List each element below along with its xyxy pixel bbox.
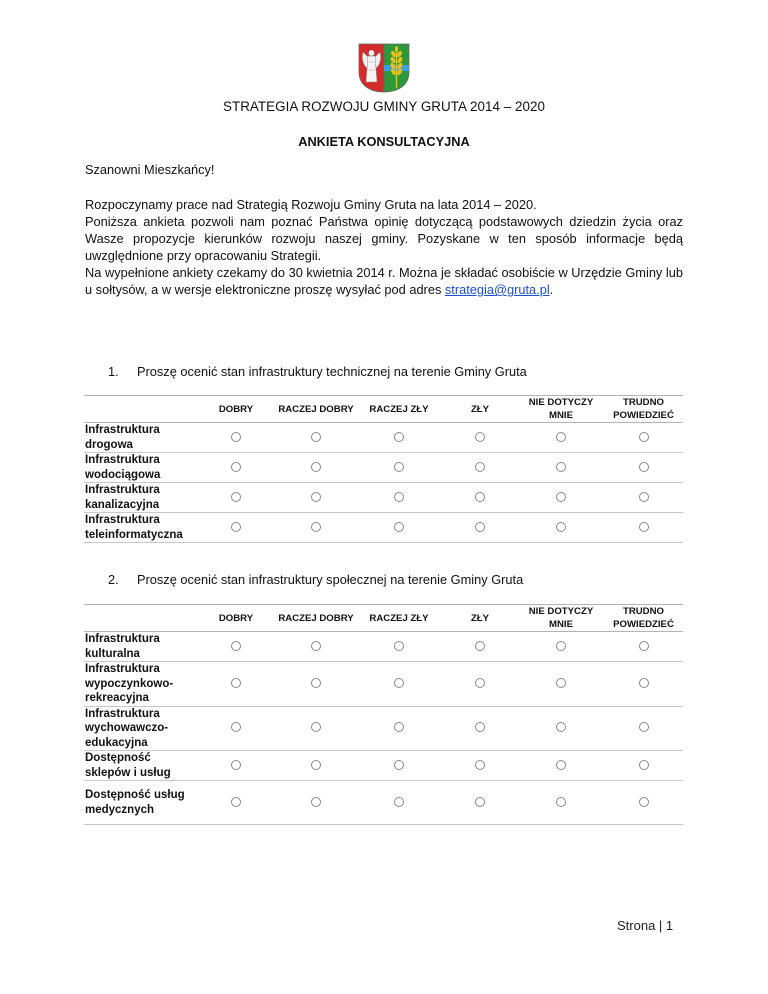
radio-button[interactable]: [231, 492, 241, 502]
column-header-dobry: DOBRY: [196, 396, 276, 423]
table-row: [84, 423, 683, 453]
deadline-text: Na wypełnione ankiety czekamy do 30 kwietnia 2014 r. Można je składać osobiście w Urzędzie Gminy lub u sołtysów, a w wersje elektroniczne proszę wysyłać pod adres: [85, 265, 683, 297]
radio-button[interactable]: [394, 678, 404, 688]
radio-button[interactable]: [311, 522, 321, 532]
radio-button[interactable]: [394, 432, 404, 442]
column-header-zly: ZŁY: [442, 605, 518, 632]
column-header-raczej-zly: RACZEJ ZŁY: [356, 605, 442, 632]
rating-table-1: [84, 395, 683, 543]
radio-button[interactable]: [639, 492, 649, 502]
greeting: Szanowni Mieszkańcy!: [85, 162, 215, 177]
table-row: [84, 453, 683, 483]
row-label: Infrastruktura wodociągowa: [84, 453, 196, 483]
radio-button[interactable]: [231, 432, 241, 442]
question-1: [108, 364, 527, 379]
radio-button[interactable]: [475, 760, 485, 770]
radio-button[interactable]: [639, 522, 649, 532]
radio-button[interactable]: [556, 641, 566, 651]
rating-table-2: [84, 604, 683, 825]
row-label: Infrastruktura kanalizacyjna: [84, 483, 196, 513]
radio-button[interactable]: [639, 432, 649, 442]
radio-button[interactable]: [475, 462, 485, 472]
radio-button[interactable]: [231, 797, 241, 807]
column-header-raczej-dobry: RACZEJ DOBRY: [276, 396, 356, 423]
row-label: Infrastruktura kulturalna: [84, 632, 196, 662]
intro-text: [85, 196, 683, 298]
radio-button[interactable]: [231, 678, 241, 688]
radio-button[interactable]: [639, 722, 649, 732]
intro-paragraph-2: Poniższa ankieta pozwoli nam poznać Państwa opinię dotyczącą podstawowych dziedzin życia oraz Wasze propozycje kierunków rozwoju naszej gminy. Pozyskane w ten sposób informacje będą uwzględnione przy opracowaniu Strategii.: [85, 214, 683, 263]
radio-button[interactable]: [231, 522, 241, 532]
question-text: Proszę ocenić stan infrastruktury technicznej na terenie Gminy Gruta: [137, 364, 527, 379]
radio-button[interactable]: [311, 678, 321, 688]
question-number: 2.: [108, 572, 119, 587]
radio-button[interactable]: [311, 492, 321, 502]
column-header-trudno-powiedziec: TRUDNO POWIEDZIEĆ: [604, 396, 683, 423]
radio-button[interactable]: [475, 522, 485, 532]
radio-button[interactable]: [639, 641, 649, 651]
column-header-nie-dotyczy-mnie: NIE DOTYCZY MNIE: [518, 605, 604, 632]
table-row: [84, 662, 683, 707]
radio-button[interactable]: [639, 760, 649, 770]
table-row: [84, 751, 683, 781]
radio-button[interactable]: [231, 641, 241, 651]
email-link[interactable]: strategia@gruta.pl: [444, 282, 550, 297]
radio-button[interactable]: [394, 492, 404, 502]
row-label: Infrastruktura drogowa: [84, 423, 196, 453]
intro-paragraph-3: Na wypełnione ankiety czekamy do 30 kwietnia 2014 r. Można je składać osobiście w Urzędzie Gminy lub u sołtysów, a w wersje elektroniczne proszę wysyłać pod adres strategia@gruta.pl.: [85, 265, 683, 297]
radio-button[interactable]: [394, 722, 404, 732]
table-row: [84, 632, 683, 662]
radio-button[interactable]: [556, 678, 566, 688]
table-header-row: [84, 396, 683, 423]
column-header-zly: ZŁY: [442, 396, 518, 423]
row-label: Infrastruktura wychowawczo-edukacyjna: [84, 706, 196, 751]
radio-button[interactable]: [394, 760, 404, 770]
radio-button[interactable]: [556, 492, 566, 502]
row-label: Infrastruktura teleinformatyczna: [84, 513, 196, 543]
document-title: STRATEGIA ROZWOJU GMINY GRUTA 2014 – 2020: [222, 99, 546, 114]
question-number: 1.: [108, 364, 119, 379]
radio-button[interactable]: [475, 432, 485, 442]
column-header-nie-dotyczy-mnie: NIE DOTYCZY MNIE: [518, 396, 604, 423]
radio-button[interactable]: [639, 462, 649, 472]
radio-button[interactable]: [231, 722, 241, 732]
radio-button[interactable]: [311, 797, 321, 807]
column-header-raczej-dobry: RACZEJ DOBRY: [276, 605, 356, 632]
row-label: Dostępność sklepów i usług: [84, 751, 196, 781]
header-blank: [84, 605, 196, 632]
radio-button[interactable]: [556, 462, 566, 472]
row-label: Infrastruktura wypoczynkowo-rekreacyjna: [84, 662, 196, 707]
radio-button[interactable]: [394, 797, 404, 807]
question-text: Proszę ocenić stan infrastruktury społecznej na terenie Gminy Gruta: [137, 572, 524, 587]
radio-button[interactable]: [231, 462, 241, 472]
radio-button[interactable]: [639, 797, 649, 807]
header-blank: [84, 396, 196, 423]
column-header-trudno-powiedziec: TRUDNO POWIEDZIEĆ: [604, 605, 683, 632]
table-row: [84, 513, 683, 543]
radio-button[interactable]: [311, 432, 321, 442]
table-row: [84, 706, 683, 751]
table-row: [84, 781, 683, 825]
question-2: [108, 572, 523, 587]
radio-button[interactable]: [311, 722, 321, 732]
radio-button[interactable]: [556, 432, 566, 442]
radio-button[interactable]: [311, 760, 321, 770]
row-label: Dostępność usług medycznych: [84, 781, 196, 825]
radio-button[interactable]: [639, 678, 649, 688]
radio-button[interactable]: [556, 722, 566, 732]
radio-button[interactable]: [556, 797, 566, 807]
page-number: Strona | 1: [617, 918, 674, 933]
radio-button[interactable]: [394, 462, 404, 472]
radio-button[interactable]: [394, 641, 404, 651]
table-row: [84, 483, 683, 513]
survey-title: ANKIETA KONSULTACYJNA: [298, 134, 470, 149]
radio-button[interactable]: [475, 492, 485, 502]
radio-button[interactable]: [311, 462, 321, 472]
intro-line-1: Rozpoczynamy prace nad Strategią Rozwoju Gminy Gruta na lata 2014 – 2020.: [85, 197, 537, 212]
radio-button[interactable]: [475, 797, 485, 807]
table-header-row: [84, 605, 683, 632]
radio-button[interactable]: [556, 760, 566, 770]
radio-button[interactable]: [556, 522, 566, 532]
column-header-dobry: DOBRY: [196, 605, 276, 632]
radio-button[interactable]: [475, 722, 485, 732]
radio-button[interactable]: [475, 678, 485, 688]
coat-of-arms-icon: [357, 42, 411, 96]
radio-button[interactable]: [231, 760, 241, 770]
column-header-raczej-zly: RACZEJ ZŁY: [356, 396, 442, 423]
radio-button[interactable]: [475, 641, 485, 651]
radio-button[interactable]: [394, 522, 404, 532]
radio-button[interactable]: [311, 641, 321, 651]
